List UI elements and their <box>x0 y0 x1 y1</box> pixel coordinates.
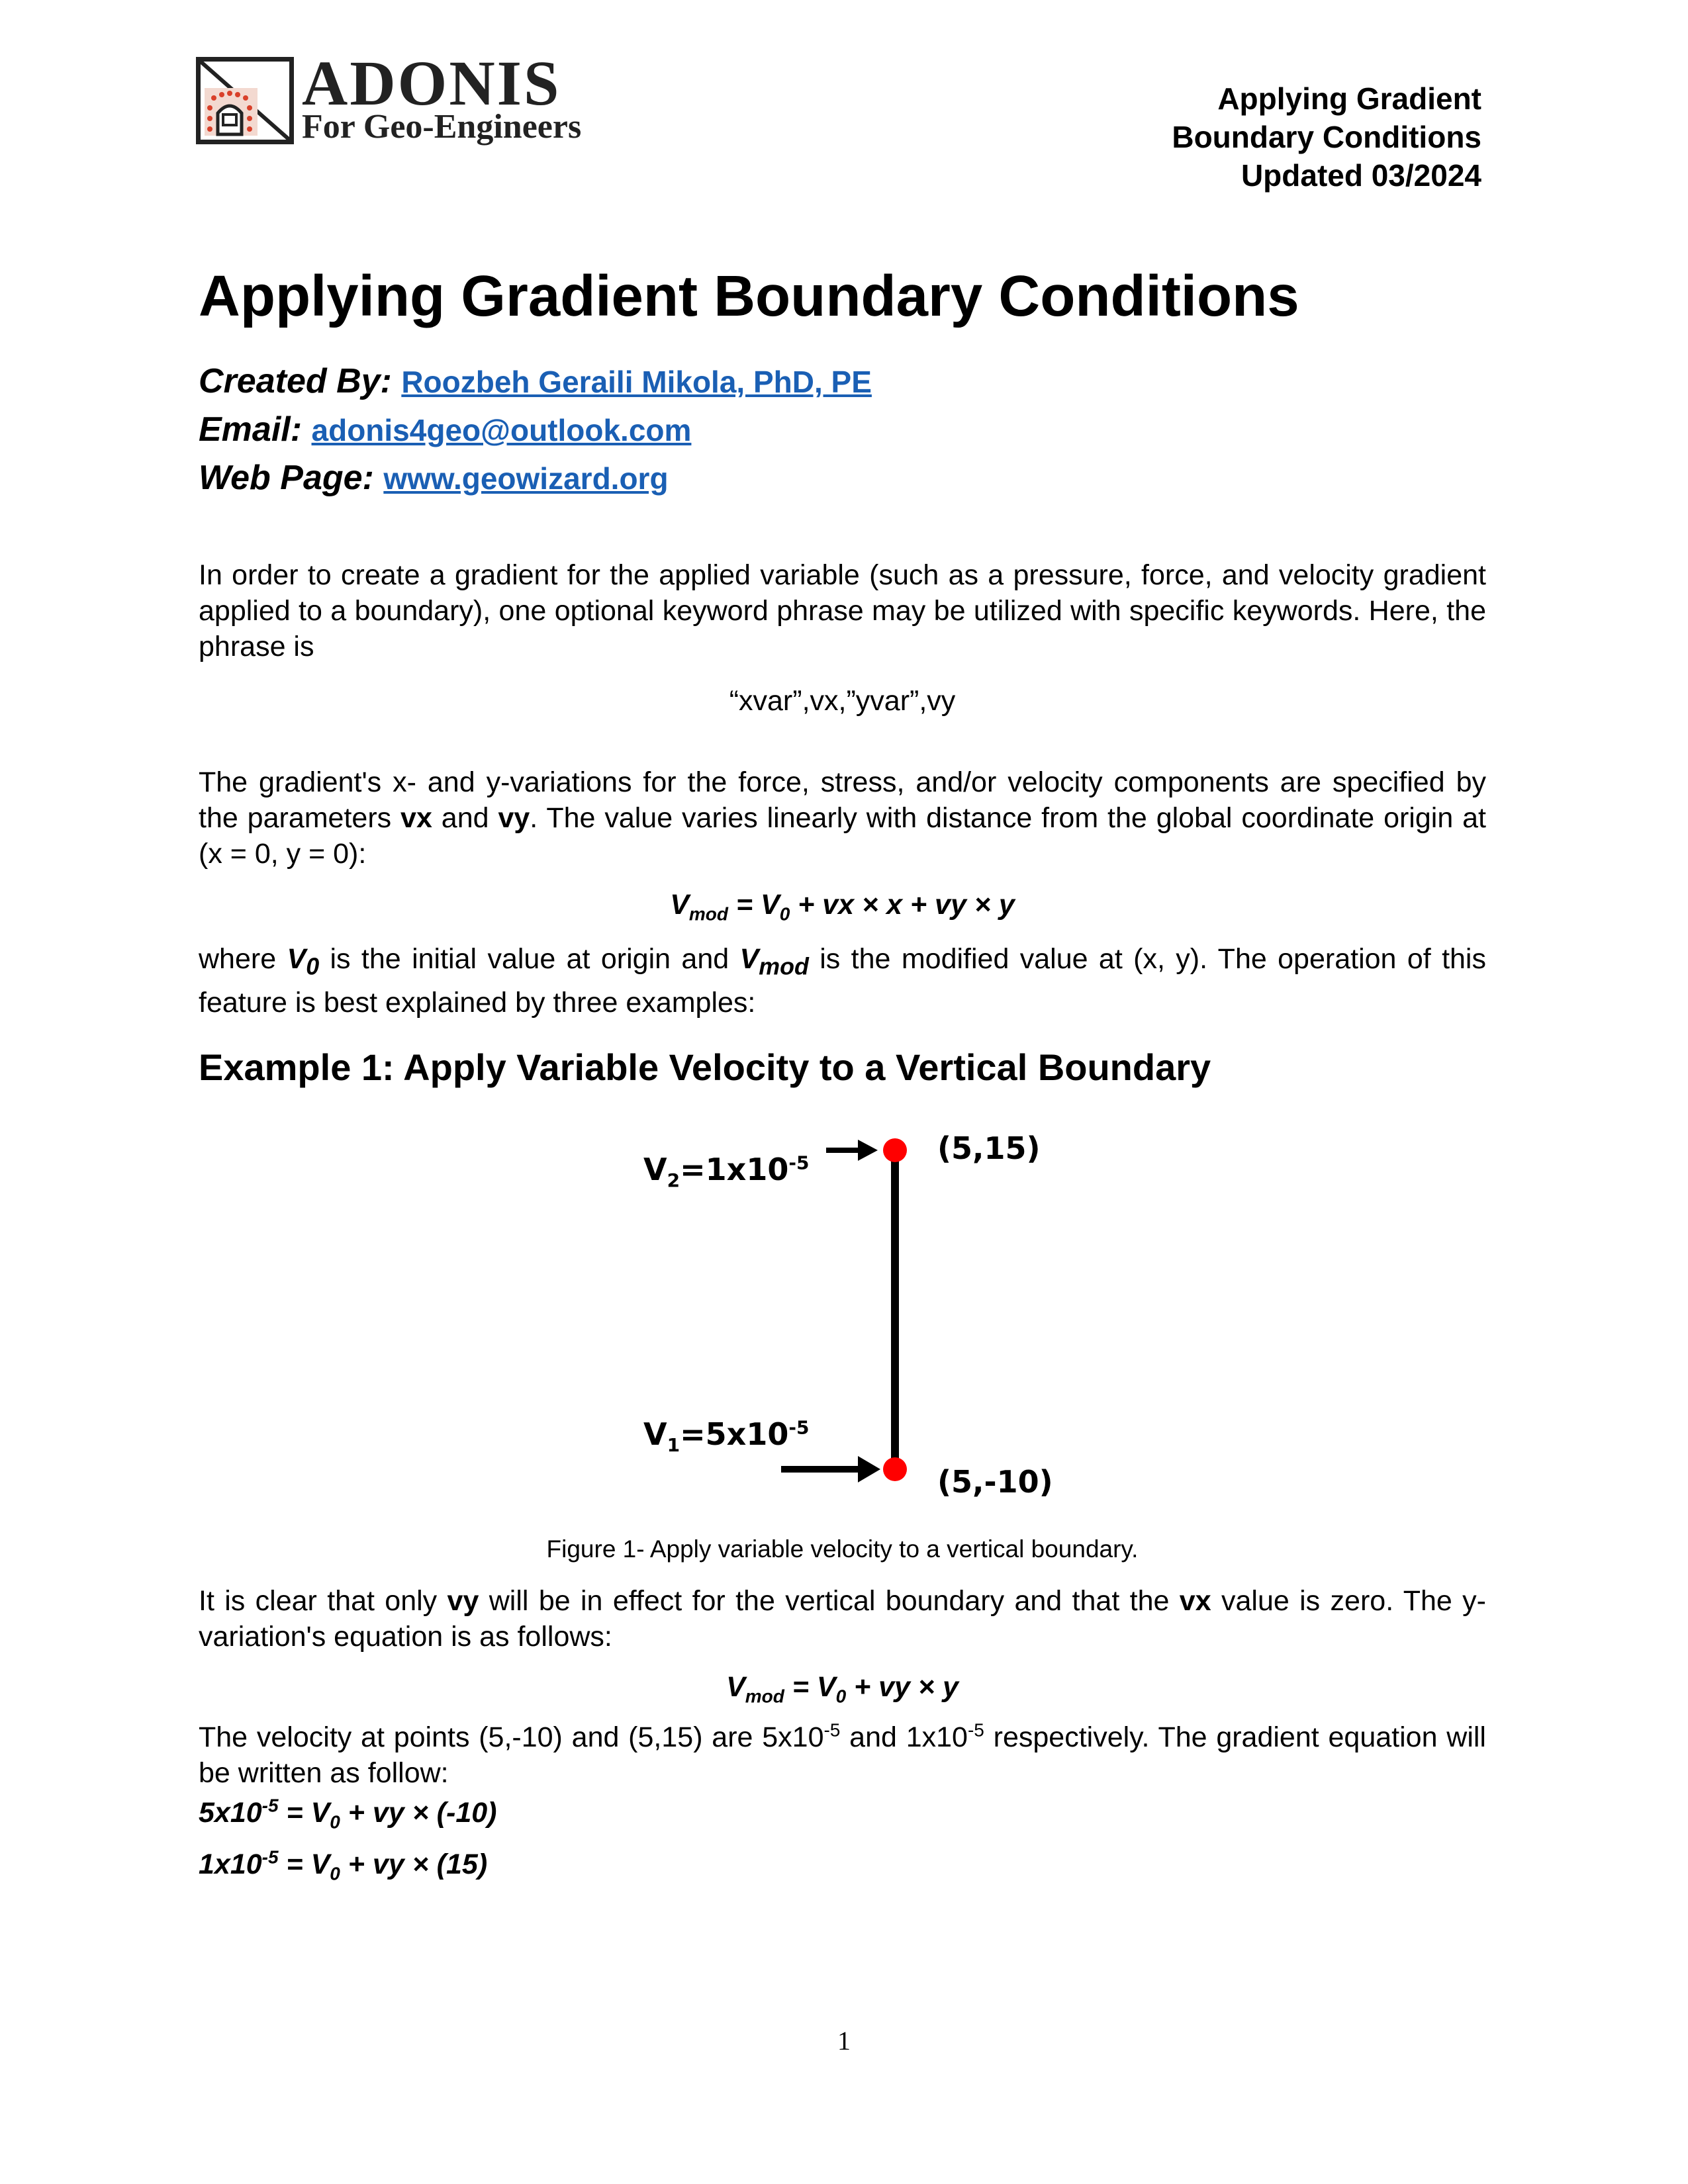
eq4-sub0: 0 <box>330 1863 340 1884</box>
where-b: is the initial value at origin and <box>319 943 740 975</box>
email-label: Email: <box>199 410 303 449</box>
where-v0sub: 0 <box>306 953 320 980</box>
eq3-c: + vy × (-10) <box>340 1797 497 1829</box>
eq1-v: V <box>670 889 689 921</box>
eq4-b: = V <box>278 1848 330 1880</box>
gradient-vx: vx <box>400 802 432 834</box>
eq1-rest: = V <box>728 889 780 921</box>
tunnel-icon <box>201 62 289 140</box>
where-c: is the modified value at (x, y). The operation of this feature is best explained by three examples: <box>199 943 1486 1019</box>
eq4-a: 1x10 <box>199 1848 262 1880</box>
eq3-b: = V <box>278 1797 330 1829</box>
eq1-tail: + vx × x + vy × y <box>790 889 1015 921</box>
eq2-sub: mod <box>745 1686 784 1707</box>
logo-mark <box>196 57 294 144</box>
top-velocity-arrow <box>826 1140 878 1161</box>
v2-sub: 2 <box>667 1169 680 1192</box>
eq2-tail: + vy × y <box>846 1671 959 1703</box>
eq3-a: 5x10 <box>199 1797 262 1829</box>
where-v0: V <box>287 943 306 975</box>
eq3-exp: -5 <box>261 1795 279 1816</box>
eq1-sub: mod <box>688 903 728 925</box>
figure-caption: Figure 1- Apply variable velocity to a vertical boundary. <box>546 1535 1139 1563</box>
vel-exp2: -5 <box>967 1719 984 1741</box>
author-link[interactable]: Roozbeh Geraili Mikola, PhD, PE <box>401 365 872 399</box>
v1-letter: V <box>643 1416 667 1452</box>
author-info <box>199 357 872 502</box>
clear-vy: vy <box>447 1585 479 1617</box>
v2-exp: -5 <box>788 1152 810 1174</box>
eq3-sub0: 0 <box>330 1811 340 1833</box>
eq1-sub0: 0 <box>779 903 790 925</box>
gradient-and: and <box>432 802 498 834</box>
bottom-velocity-arrow <box>781 1456 880 1482</box>
header-line-1: Applying Gradient <box>1217 81 1481 116</box>
top-point-marker <box>883 1138 907 1162</box>
eq4-exp: -5 <box>261 1846 279 1868</box>
eq2-sub0: 0 <box>835 1686 847 1707</box>
figure-1-drawing <box>0 1125 1688 1522</box>
adonis-logo <box>196 48 620 147</box>
email-link[interactable]: adonis4geo@outlook.com <box>311 413 692 447</box>
gradient-text-a: The gradient's x- and y-variations for the force, stress, and/or velocity components are specified by the parameters <box>199 766 1486 834</box>
clear-b: will be in effect for the vertical boundary and that the <box>479 1585 1180 1617</box>
vel-a: The velocity at points (5,-10) and (5,15) are 5x10 <box>199 1721 824 1753</box>
clear-vx: vx <box>1179 1585 1211 1617</box>
where-vmodsub: mod <box>759 953 809 980</box>
v2-letter: V <box>643 1152 667 1187</box>
vel-b: and 1x10 <box>840 1721 968 1753</box>
page-header <box>1172 79 1481 195</box>
equation-point-2 <box>199 1846 1486 1892</box>
equation-general <box>199 887 1486 933</box>
intro-paragraph: In order to create a gradient for the applied variable (such as a pressure, force, and velocity gradient applied to a boundary), one optional keyword phrase may be utilized with specific keywords. Here, the phrase is <box>199 559 1486 662</box>
bottom-point-marker <box>883 1457 907 1481</box>
where-a: where <box>199 943 287 975</box>
web-link[interactable]: www.geowizard.org <box>383 461 669 496</box>
clear-a: It is clear that only <box>199 1585 447 1617</box>
v2-label <box>643 1152 809 1191</box>
eq2-v: V <box>726 1671 745 1703</box>
equation-point-1 <box>199 1795 1486 1841</box>
vel-exp1: -5 <box>823 1719 841 1741</box>
web-row <box>199 454 872 502</box>
eq4-c: + vy × (15) <box>340 1848 488 1880</box>
where-paragraph <box>199 941 1486 1021</box>
v1-sub: 1 <box>667 1434 680 1457</box>
eq2-rest: = V <box>784 1671 836 1703</box>
clear-paragraph <box>199 1583 1486 1655</box>
header-line-3: Updated 03/2024 <box>1241 158 1481 193</box>
email-row <box>199 406 872 454</box>
velocity-paragraph <box>199 1719 1486 1791</box>
web-label: Web Page: <box>199 459 374 497</box>
gradient-paragraph <box>199 764 1486 872</box>
example-1-heading: Example 1: Apply Variable Velocity to a Vertical Boundary <box>199 1046 1211 1088</box>
v1-label <box>643 1416 809 1456</box>
gradient-vy: vy <box>498 802 530 834</box>
vel-c: respectively. The gradient equation will be written as follow: <box>199 1721 1486 1789</box>
created-by-label: Created By: <box>199 362 392 400</box>
logo-tagline: For Geo-Engineers <box>302 108 582 146</box>
page-number: 1 <box>837 2026 851 2056</box>
v2-value: =1x10 <box>680 1152 789 1187</box>
bottom-point-label: (5,-10) <box>937 1464 1053 1500</box>
keyword-phrase: “xvar”,vx,”yvar”,vy <box>729 685 956 717</box>
v1-exp: -5 <box>788 1416 810 1439</box>
header-line-2: Boundary Conditions <box>1172 120 1481 154</box>
clear-c: value is zero. The y-variation's equation is as follows: <box>199 1585 1486 1653</box>
gradient-text-b: . The value varies linearly with distance from the global coordinate origin at (x = 0, y = 0): <box>199 802 1486 870</box>
equation-y-variation <box>199 1669 1486 1715</box>
document-title: Applying Gradient Boundary Conditions <box>199 264 1299 328</box>
v1-value: =5x10 <box>680 1416 789 1452</box>
where-vmod: V <box>739 943 759 975</box>
top-point-label: (5,15) <box>937 1130 1041 1166</box>
created-by-row <box>199 357 872 406</box>
logo-name: ADONIS <box>302 48 561 118</box>
figure-1 <box>0 1125 1688 1522</box>
